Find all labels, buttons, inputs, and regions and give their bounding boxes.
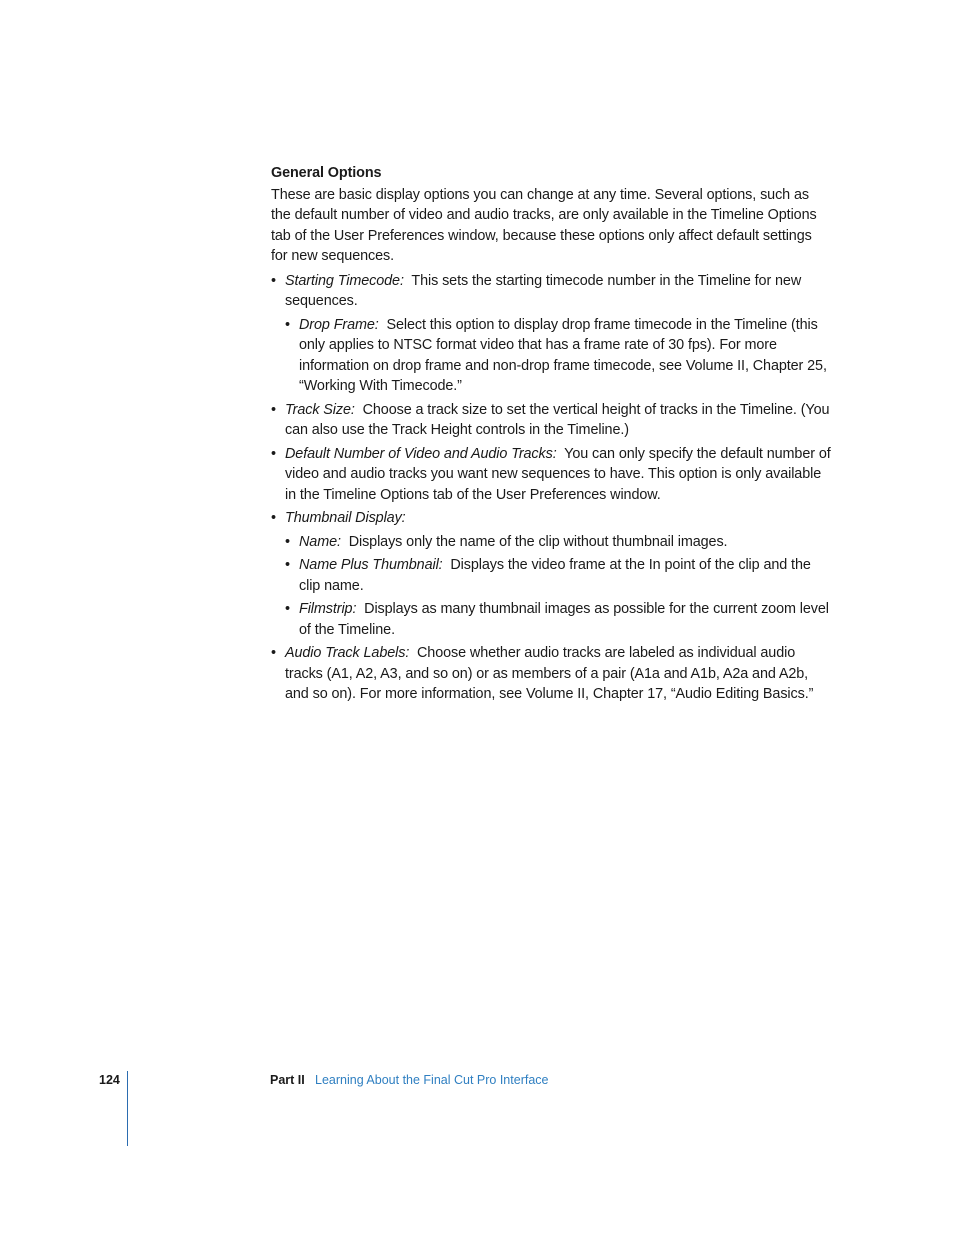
- main-content: [271, 163, 831, 708]
- list-item-thumbnail-display: [271, 508, 831, 529]
- bullet-icon: •: [285, 557, 290, 573]
- item-term: Track Size:: [285, 401, 355, 418]
- list-item-starting-timecode: [271, 271, 831, 312]
- bullet-icon: •: [271, 401, 276, 418]
- intro-paragraph: These are basic display options you can change at any time. Several options, such as the default number of video and audio tracks, are only available in the Timeline Options tab of the User Preferences window, because these options only affect default settings for new sequences.: [271, 186, 817, 264]
- list-item-name: [271, 532, 831, 553]
- list-item-name-plus-thumbnail: [271, 555, 831, 596]
- item-term: Thumbnail Display:: [285, 510, 406, 526]
- footer-divider: [127, 1071, 128, 1146]
- item-text: Displays the video frame at the In point of the clip and the clip name.: [299, 557, 811, 594]
- item-text: Select this option to display drop frame timecode in the Timeline (this only applies to NTSC format video that has a frame rate of 30 fps). For more information on drop frame and non-drop frame timecode, see Volume II, Chapter 25, “Working With Timecode.”: [299, 316, 827, 394]
- item-text: Displays as many thumbnail images as possible for the current zoom level of the Timeline.: [299, 601, 829, 638]
- item-term: Starting Timecode:: [285, 272, 404, 289]
- list-item-track-size: [271, 400, 831, 441]
- list-item-filmstrip: [271, 599, 831, 640]
- bullet-icon: •: [285, 533, 290, 550]
- list-item-audio-track-labels: [271, 643, 831, 705]
- bullet-icon: •: [271, 510, 276, 526]
- item-term: Filmstrip:: [299, 601, 357, 617]
- item-term: Audio Track Labels:: [285, 645, 410, 661]
- item-term: Name Plus Thumbnail:: [299, 557, 443, 573]
- item-text: This sets the starting timecode number in the Timeline for new sequences.: [285, 272, 802, 309]
- bullet-icon: •: [271, 272, 276, 289]
- item-text: Choose whether audio tracks are labeled as individual audio tracks (A1, A2, A3, and so on) or as members of a pair (A1a and A1b, A2a and A2b, and so on). For more information, see Volume II, Chapter 17, “Audio Editing Basics.”: [285, 645, 814, 702]
- item-term: Drop Frame:: [299, 316, 379, 333]
- footer-part-label: Part II: [270, 1073, 305, 1087]
- bullet-icon: •: [285, 601, 290, 617]
- item-text: Choose a track size to set the vertical height of tracks in the Timeline. (You can also use the Track Height controls in the Timeline.): [285, 401, 830, 438]
- item-text: You can only specify the default number of video and audio tracks you want new sequences to have. This option is only available in the Timeline Options tab of the User Preferences window.: [285, 445, 831, 503]
- footer-part-title: Learning About the Final Cut Pro Interface: [315, 1073, 549, 1087]
- item-term: Default Number of Video and Audio Tracks:: [285, 445, 557, 462]
- list-item-drop-frame: [271, 315, 831, 397]
- item-text: Displays only the name of the clip without thumbnail images.: [348, 533, 728, 550]
- bullet-icon: •: [285, 316, 290, 333]
- page-number: 124: [99, 1073, 120, 1087]
- bullet-icon: •: [271, 645, 276, 661]
- item-term: Name:: [299, 533, 341, 550]
- bullet-icon: •: [271, 445, 276, 462]
- list-item-default-tracks: [271, 444, 831, 506]
- section-heading: General Options: [271, 165, 382, 181]
